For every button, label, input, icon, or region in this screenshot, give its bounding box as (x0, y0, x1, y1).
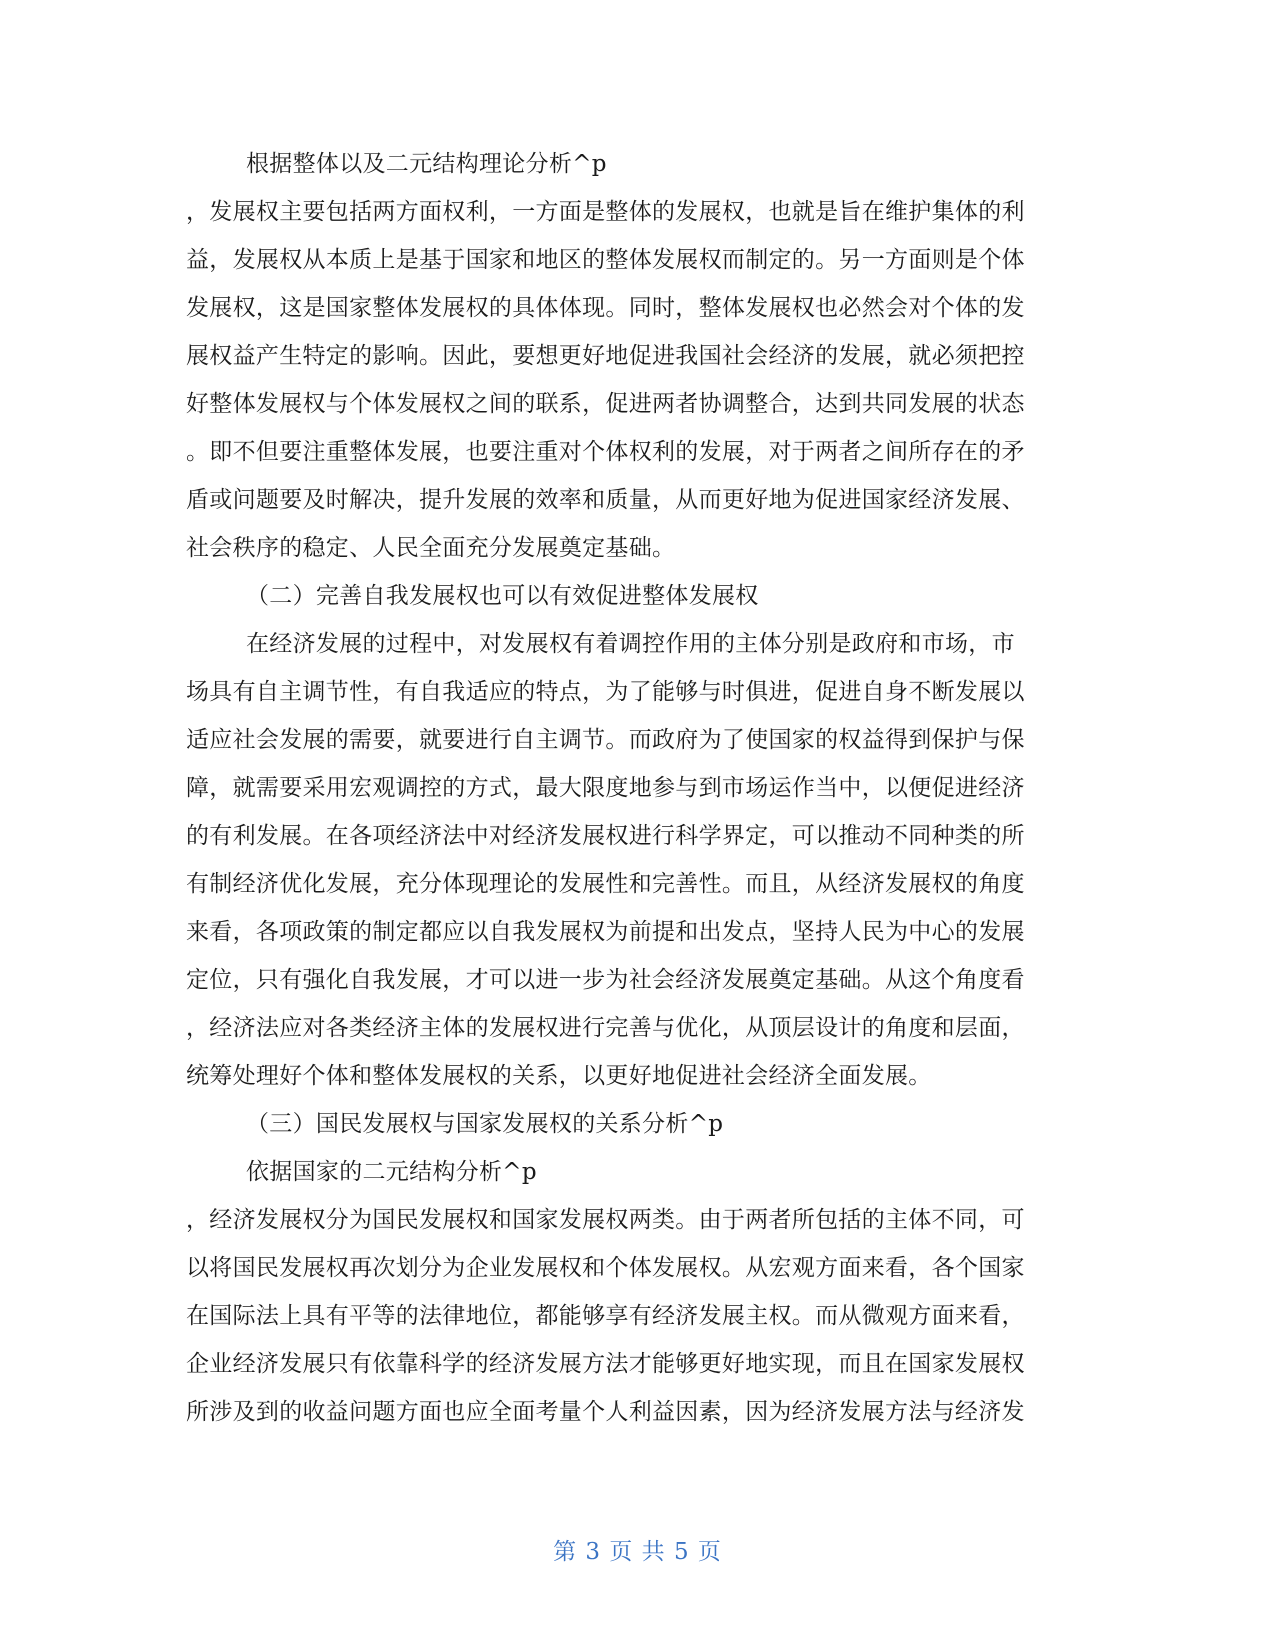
section-heading: （二）完善自我发展权也可以有效促进整体发展权 (246, 583, 759, 609)
paragraph-line: 根据整体以及二元结构理论分析^p (246, 151, 607, 177)
paragraph-line: 所涉及到的收益问题方面也应全面考量个人利益因素，因为经济发展方法与经济发 (186, 1399, 1025, 1425)
paragraph-line: 的有利发展。在各项经济法中对经济发展权进行科学界定，可以推动不同种类的所 (186, 823, 1025, 849)
paragraph-line: 来看，各项政策的制定都应以自我发展权为前提和出发点，坚持人民为中心的发展 (186, 919, 1025, 945)
paragraph-line: 场具有自主调节性，有自我适应的特点，为了能够与时俱进，促进自身不断发展以 (186, 679, 1025, 705)
paragraph-line: ，经济发展权分为国民发展权和国家发展权两类。由于两者所包括的主体不同，可 (186, 1207, 1025, 1233)
paragraph-line: 障，就需要采用宏观调控的方式，最大限度地参与到市场运作当中，以便促进经济 (186, 775, 1025, 801)
document-body (186, 140, 1086, 1436)
paragraph-line: 展权益产生特定的影响。因此，要想更好地促进我国社会经济的发展，就必须把控 (186, 343, 1025, 369)
paragraph-line: 好整体发展权与个体发展权之间的联系，促进两者协调整合，达到共同发展的状态 (186, 391, 1025, 417)
paragraph-line: 。即不但要注重整体发展，也要注重对个体权利的发展，对于两者之间所存在的矛 (186, 439, 1025, 465)
paragraph-line: 企业经济发展只有依靠科学的经济发展方法才能够更好地实现，而且在国家发展权 (186, 1351, 1025, 1377)
paragraph-line: 有制经济优化发展，充分体现理论的发展性和完善性。而且，从经济发展权的角度 (186, 871, 1025, 897)
section-heading: （三）国民发展权与国家发展权的关系分析^p (246, 1111, 724, 1137)
paragraph-line: 以将国民发展权再次划分为企业发展权和个体发展权。从宏观方面来看，各个国家 (186, 1255, 1025, 1281)
paragraph-line: 益，发展权从本质上是基于国家和地区的整体发展权而制定的。另一方面则是个体 (186, 247, 1025, 273)
paragraph-line: 盾或问题要及时解决，提升发展的效率和质量，从而更好地为促进国家经济发展、 (186, 487, 1025, 513)
paragraph-line: 在经济发展的过程中，对发展权有着调控作用的主体分别是政府和市场，市 (246, 631, 1015, 657)
paragraph-line: 发展权，这是国家整体发展权的具体体现。同时，整体发展权也必然会对个体的发 (186, 295, 1025, 321)
page-number-footer: 第 3 页 共 5 页 (553, 1539, 722, 1565)
paragraph-line: 社会秩序的稳定、人民全面充分发展奠定基础。 (186, 535, 676, 561)
paragraph-line: ，发展权主要包括两方面权利，一方面是整体的发展权，也就是旨在维护集体的利 (186, 199, 1025, 225)
paragraph-line: ，经济法应对各类经济主体的发展权进行完善与优化，从顶层设计的角度和层面， (186, 1015, 1025, 1041)
paragraph-line: 在国际法上具有平等的法律地位，都能够享有经济发展主权。而从微观方面来看， (186, 1303, 1025, 1329)
paragraph-line: 依据国家的二元结构分析^p (246, 1159, 537, 1185)
paragraph-line: 适应社会发展的需要，就要进行自主调节。而政府为了使国家的权益得到保护与保 (186, 727, 1025, 753)
paragraph-line: 统筹处理好个体和整体发展权的关系，以更好地促进社会经济全面发展。 (186, 1063, 932, 1089)
paragraph-line: 定位，只有强化自我发展，才可以进一步为社会经济发展奠定基础。从这个角度看 (186, 967, 1025, 993)
